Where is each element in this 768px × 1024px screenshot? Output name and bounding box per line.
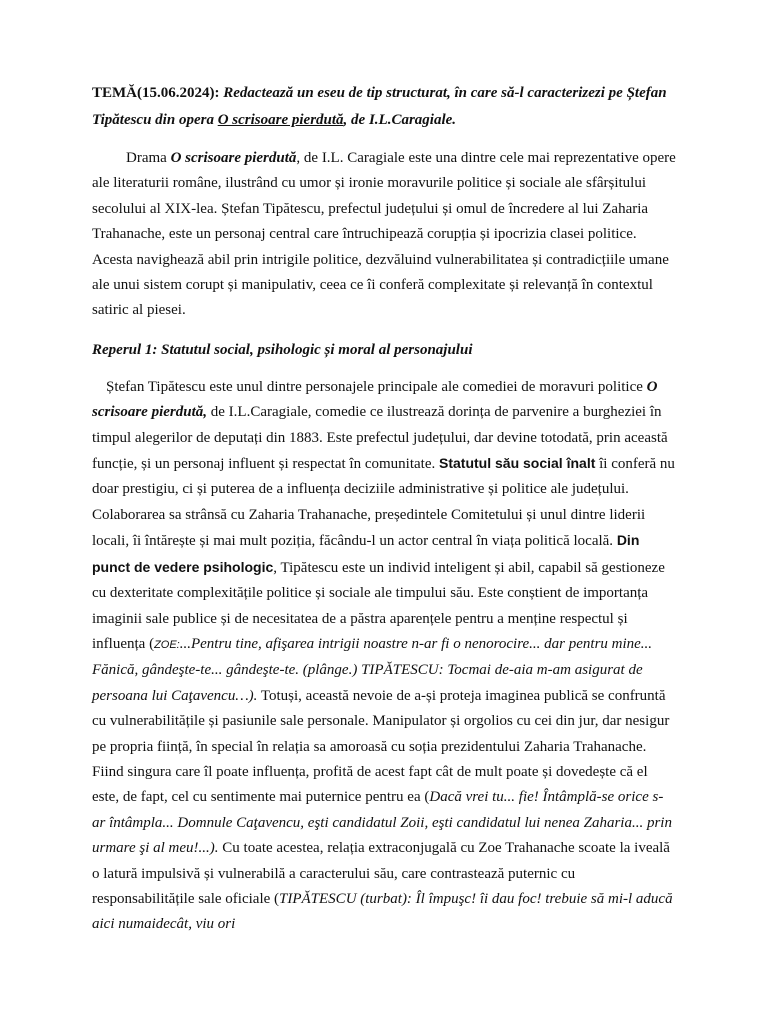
speaker-label: ZOE: <box>154 638 180 651</box>
quote: Dacă vrei tu... fie! Întâmplă-se orice s-ar întâmpla... Domnule Caţavencu, eşti candidatul Zoii, eşti candidatul lui nenea Zaharia... prin urmare şi al meu!...). <box>92 789 672 857</box>
intro-paragraph: Drama O scrisoare pierdută, de I.L. Caragiale este una dintre cele mai reprezentative opere ale literaturii române, ilustrând cu umor și ironie moravurile politice și sociale ale sfârșitului secolului al XIX-lea. Ștefan Tipătescu, prefectul județului și omul de încredere al lui Zaharia Trahanache, este un personaj central care întruchipează corupția și ipocrizia clasei politice. Acesta navighează abil prin intrigile politice, dezvăluind vulnerabilitatea și contradicțiile umane ale unui sistem corupt și manipulativ, ceea ce îi conferă complexitate și relevanță în contextul satiric al piesei. <box>92 150 676 319</box>
quote: ...Pentru tine, afişarea intrigii noastre n-ar fi o nenorocire... dar pentru mine... Fănică, gândeşte-te... gândeşte-te. (plânge.) TIPĂTESCU: Tocmai de-aia m-am asigurat de persoana lui Caţavencu…). <box>92 635 653 704</box>
document-content <box>92 80 676 951</box>
work-title: O scrisoare pierdută <box>170 150 297 166</box>
assignment-label: TEMĂ(15.06.2024): <box>92 85 220 101</box>
section-heading: Reperul 1: Statutul social, psihologic și moral al personajului <box>92 341 473 358</box>
work-title: O scrisoare pierdută, <box>92 378 658 421</box>
work-title-underlined: O scrisoare pierdută <box>217 112 344 128</box>
quote: TIPĂTESCU (turbat): Îl împuşc! îi dau foc! trebuie să mi-l aducă aici numaidecât, viu ori <box>92 890 673 933</box>
section-paragraph: Ștefan Tipătescu este unul dintre personajele principale ale comediei de moravuri politice O scrisoare pierdută, de I.L.Caragiale, comedie ce ilustrează dorința de parvenire a burgheziei în timpul alegerilor de deputați din 1883. Este prefectul județului, dar devine totodată, prin această funcție, și un personaj influent și respectat în comunitate. Statutul său social înalt îi conferă nu doar prestigiu, ci și puterea de a influența deciziile administrative și politice ale județului. Colaborarea sa strânsă cu Zaharia Trahanache, președintele Comitetului și unul dintre liderii locali, îi întărește și mai mult poziția, făcându-l un actor central în viața politică locală. Din punct de vedere psihologic, Tipătescu este un individ inteligent și abil, capabil să gestioneze cu dexteritate complexitățile politice și sociale ale timpului său. Este conștient de importanța imaginii sale publice și de necesitatea de a păstra aparențele pentru a menține respectul și influența (ZOE:...Pentru tine, afişarea intrigii noastre n-ar fi o nenorocire... dar pentru mine... Fănică, gândeşte-te... gândeşte-te. (plânge.) TIPĂTESCU: Tocmai de-aia m-am asigurat de persoana lui Caţavencu…). Totuși, această nevoie de a-și proteja imaginea publică se confruntă cu vulnerabilitățile și pasiunile sale personale. Manipulator și orgolios cu cei din jur, dar nesigur pe propria ființă, în special în relația sa amoroasă cu soția prezidentului Zaharia Trahanache. Fiind singura care îl poate influența, profită de acest fapt cât de mult poate și dovedește că el este, de fapt, cel cu sentimente mai puternice pentru ea (Dacă vrei tu... fie! Întâmplă-se orice s-ar întâmpla... Domnule Caţavencu, eşti candidatul Zoii, eşti candidatul lui nenea Zaharia... prin urmare şi al meu!...). Cu toate acestea, relația extraconjugală cu Zoe Trahanache scoate la iveală o latură impulsivă și vulnerabilă a caracterului său, care contrastează puternic cu responsabilitățile sale oficiale (TIPĂTESCU (turbat): Îl împuşc! îi dau foc! trebuie să mi-l aducă aici numaidecât, viu ori <box>92 378 675 933</box>
assignment-title <box>92 80 676 134</box>
assignment-task: Redactează un eseu de tip structurat, în care să-l caracterizezi pe Ștefan Tipătescu din opera O scrisoare pierdută, de I.L.Caragiale. <box>92 85 667 128</box>
emphasis-psychological: Din punct de vedere psihologic <box>92 532 640 575</box>
emphasis-social-status: Statutul său social înalt <box>439 455 596 472</box>
